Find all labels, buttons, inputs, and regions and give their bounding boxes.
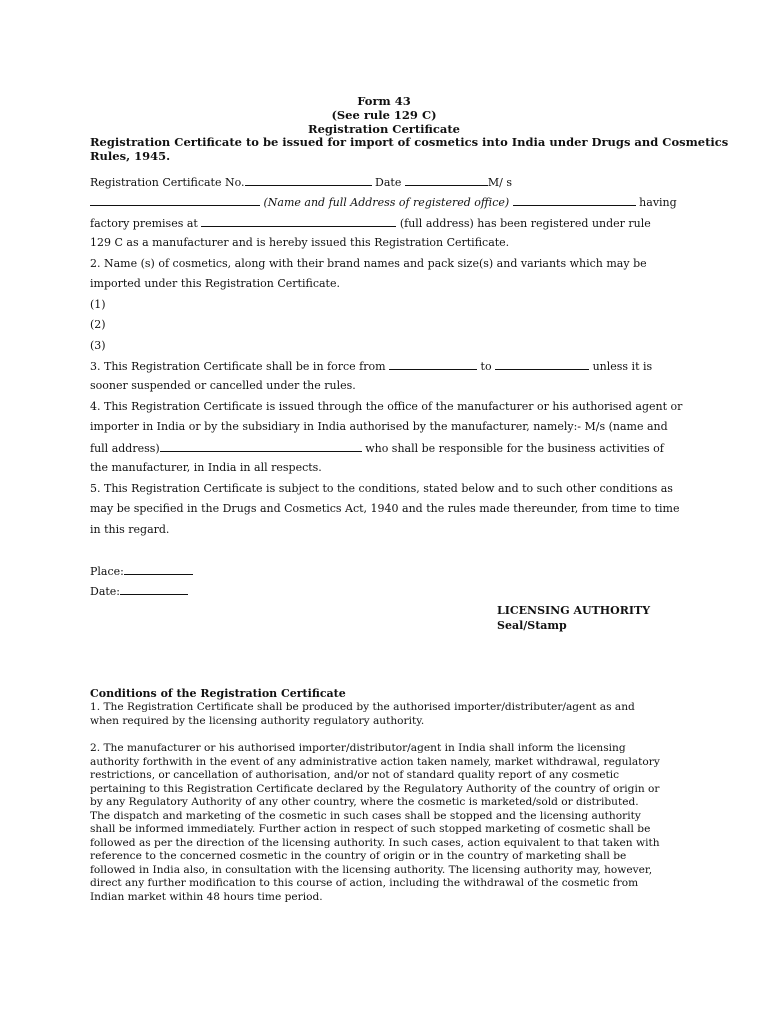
validity-unless-label: unless it is	[592, 360, 653, 373]
body-text-line: sooner suspended or cancelled under the rules.	[90, 379, 356, 392]
place-label: Place:	[90, 565, 124, 578]
factory-premises-line	[90, 216, 651, 230]
list-item-1: (1)	[90, 298, 106, 311]
registered-office-line	[90, 195, 677, 209]
body-text-line: in this regard.	[90, 523, 170, 536]
body-text-line: 129 C as a manufacturer and is hereby issued this Registration Certificate.	[90, 236, 510, 249]
validity-to-label: to	[480, 360, 492, 373]
condition-text-line: The dispatch and marketing of the cosmetic in such cases shall be stopped and the licensing authority	[90, 809, 641, 822]
validity-to-blank[interactable]	[495, 359, 589, 370]
condition-text-line: pertaining to this Registration Certificate declared by the Regulatory Authority of the country of origin or	[90, 782, 660, 795]
condition-text-line: Indian market within 48 hours time period.	[90, 890, 323, 903]
body-text-line: imported under this Registration Certificate.	[90, 277, 340, 290]
condition-text-line: by any Regulatory Authority of any other country, where the cosmetic is marketed/sold or distributed.	[90, 796, 639, 808]
form-number: Form 43	[357, 94, 411, 108]
rule-reference: (See rule 129 C)	[331, 108, 437, 122]
condition-text-line: when required by the licensing authority regulatory authority.	[90, 714, 425, 727]
condition-text-line: restrictions, or cancellation of authorisation, and/or not of standard quality report of any cosmetic	[90, 769, 620, 781]
agent-responsibility-label: who shall be responsible for the business activities of	[365, 442, 664, 455]
place-line	[90, 564, 193, 578]
registered-office-blank[interactable]	[90, 195, 260, 206]
licensing-authority-label: LICENSING AUTHORITY	[497, 604, 651, 617]
form-subtitle-line-1: Registration Certificate to be issued for import of cosmetics into India under Drugs and Cosmetics	[90, 135, 729, 149]
registered-office-blank-2[interactable]	[513, 195, 636, 206]
list-item-2: (2)	[90, 318, 106, 331]
condition-text-line: direct any further modification to this course of action, including the withdrawal of the cosmetic from	[90, 877, 639, 889]
registered-office-label: (Name and full Address of registered office)	[263, 196, 510, 209]
body-text-line: 2. Name (s) of cosmetics, along with their brand names and pack size(s) and variants which may be	[90, 257, 647, 270]
body-text-line: importer in India or by the subsidiary in India authorised by the manufacturer, namely:- M/s (name and	[90, 420, 668, 433]
date-blank[interactable]	[120, 584, 188, 595]
factory-premises-label: factory premises at	[90, 217, 198, 230]
certificate-number-line	[90, 175, 512, 189]
condition-text-line: followed as per the direction of the licensing authority. In such cases, action equivalent to that taken with	[90, 836, 660, 849]
list-item-3: (3)	[90, 339, 106, 352]
body-text-line: 4. This Registration Certificate is issued through the office of the manufacturer or his authorised agent or	[90, 400, 683, 413]
date-label: Date:	[90, 585, 121, 598]
date-blank[interactable]	[405, 175, 488, 186]
body-text-line: 5. This Registration Certificate is subject to the conditions, stated below and to such other conditions as	[90, 482, 673, 495]
condition-text-line: authority forthwith in the event of any administrative action taken namely, market withdrawal, regulatory	[90, 755, 660, 768]
validity-label: 3. This Registration Certificate shall be in force from	[90, 360, 386, 373]
agent-address-blank[interactable]	[160, 441, 362, 452]
full-address-label: (full address) has been registered under rule	[399, 217, 651, 230]
condition-text-line: 1. The Registration Certificate shall be produced by the authorised importer/distributer/agent as and	[90, 701, 635, 713]
validity-line	[90, 359, 652, 373]
certificate-number-blank[interactable]	[245, 175, 372, 186]
certificate-number-label: Registration Certificate No.	[90, 176, 245, 189]
body-text-line: may be specified in the Drugs and Cosmetics Act, 1940 and the rules made thereunder, from time to time	[90, 502, 680, 515]
validity-from-blank[interactable]	[389, 359, 477, 370]
factory-premises-blank[interactable]	[201, 216, 396, 227]
ms-label: M/ s	[487, 176, 512, 189]
having-label: having	[639, 196, 677, 209]
form-title: Registration Certificate	[308, 122, 460, 136]
agent-address-label: full address)	[90, 442, 160, 455]
place-blank[interactable]	[124, 564, 193, 575]
date-line	[90, 584, 188, 598]
form-subtitle-line-2: Rules, 1945.	[90, 149, 171, 163]
condition-2	[90, 742, 690, 904]
condition-text-line: reference to the concerned cosmetic in the country of origin or in the country of marketing shall be	[90, 850, 627, 862]
agent-address-line	[90, 441, 664, 455]
condition-text-line: shall be informed immediately. Further action in respect of such stopped marketing of cosmetic shall be	[90, 823, 651, 835]
condition-1	[90, 701, 690, 728]
date-label: Date	[375, 176, 402, 189]
conditions-title: Conditions of the Registration Certificate	[90, 687, 346, 700]
condition-text-line: followed in India also, in consultation with the licensing authority. The licensing authority may, however,	[90, 863, 653, 876]
seal-stamp-label: Seal/Stamp	[497, 619, 567, 632]
condition-text-line: 2. The manufacturer or his authorised importer/distributor/agent in India shall inform the licensing	[90, 742, 626, 754]
body-text-line: the manufacturer, in India in all respects.	[90, 461, 322, 474]
